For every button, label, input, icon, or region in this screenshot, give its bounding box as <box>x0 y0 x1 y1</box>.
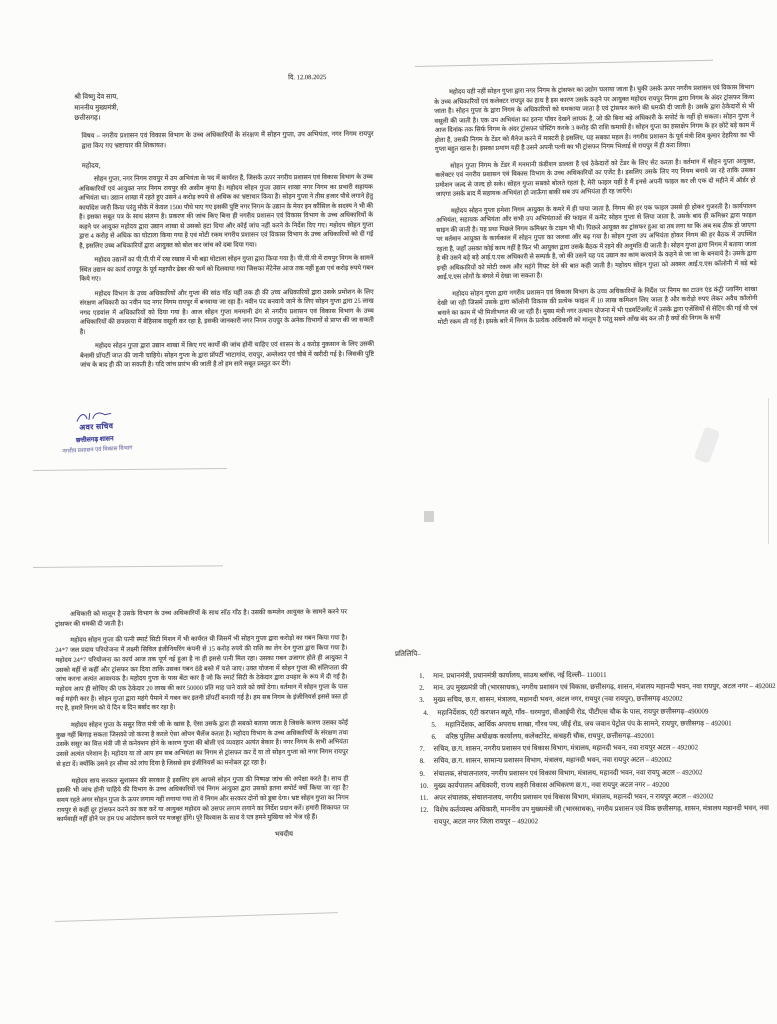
scan-page-4 <box>392 648 777 830</box>
body-paragraph: महोदय सोहन गुप्ता द्वारा नगरीय प्रशासन एवं विकास विभाग के उच्च अधिकारियों के निर्देश पर निगम का टाउन एंड कंट्री प्लानिंग शाखा देखी जा रही जिसमें उसके द्वारा कॉलोनी विकास की प्रत्येक फाइल में 10 लाख कमिशन लिए जाता है और करोड़ो रुपए लेकर अवैध कॉलोनी बनाने का काम में भी मिलीभगत की जा रही है। मुख्य मंत्री नगर उत्थान योजना में भी एडवर्टिजमेंट में उसके द्वारा एजेंसियों से सेटिंग की गई थी एवं मोटी रकम ली गई है। इसके बारे में निगम के प्रत्येक अधिकारी को मालूम है परंतु सबने आँख बंद कर ली है क्यों की निगम के सभी <box>437 285 758 326</box>
body-paragraph: महोदय उद्यानों का पी.पी.पी में रख रखाव में भी बड़ा घोटाला सोहन गुप्ता द्वारा किया गया है। पी.पी.पी में रायपुर निगम के सामने स्थित उद्यान का कार्य रायपुर के पूर्व महापौर ढेबर की फर्म को दिलवाया गया जिसका मेंटेनेंस आज तक नहीं हुआ एवं करोड़ रुपये गबन किये गए। <box>79 254 374 283</box>
copy-list-heading: प्रतिलिपि– <box>394 649 421 658</box>
page1-body <box>79 173 374 376</box>
undersecretary-stamp <box>61 404 223 455</box>
scan-page-1 <box>48 58 377 480</box>
page3-body <box>55 607 349 825</box>
body-paragraph: महोदय विभाग के उच्च अधिकारियों और गुप्ता की सांठ गाँठ यहीं तक ही की उच्च अधिकारियों द्वारा उसके प्रमोशन के लिए संरक्षण अधिकारी का नवीन पद नगर निगम रायपुर में बनवाया जा रहा है। नवीन पद बनवाये जाने के लिए सोहन गुप्ता द्वारा 25 लाख नगद एडवांस में अधिकारियों को दिया गया है। आज सोहन गुप्ता मनमानी ढंग से नगरीय प्रशासन एवं विकास विभाग के उच्च अधिकारियों की छत्रछाया में बेहिसाब वसूली कर रहा है, इसकी जानकारी नगर निगम रायपुर के अनेक विभागों से प्राप्त की जा सकती है। <box>79 288 374 336</box>
scan-artifact-square <box>424 511 434 522</box>
copy-item-number: 6. <box>431 733 437 741</box>
page3-top-edge-line <box>33 565 223 568</box>
scan-page-3 <box>55 607 349 841</box>
stamp-title: अवर सचिव <box>79 421 114 433</box>
copy-item-text: महानिर्देशक, आर्थिक अपराध शाखा, गौरव पथ, जीई रोड, जय जवान पेट्रोल पंप के सामने, रायपुर, छत्तीसगढ़ – 492001 <box>445 720 732 729</box>
copy-item-number: 1. <box>419 672 425 680</box>
salutation: महोदय, <box>81 162 101 170</box>
copy-item-number: 5. <box>431 721 437 729</box>
body-paragraph: अधिकारी को मालूम है उसके विभाग के उच्च अधिकारियों के साथ सॉठ गाँठ है। उसकी कम्प्लेन आयुक्त के सामने करने पर ट्रांसफर की धमकी दी जाती है। <box>55 608 348 628</box>
copy-item-text: मुख्य सचिव, छ.ग. शासन, मंत्रालय, महानदी भवन, अटल नगर, रायपुर (नवा रायपुर), छत्तीसगढ़ 492002 <box>433 695 683 705</box>
copy-item-text: मुख्य कार्यपालन अधिकारी, राज्य शहरी विकास अभिकरण छ.ग., नवा रायपुर अटल नगर – 49200 <box>433 781 670 790</box>
body-paragraph: महोदय सोहन गुप्ता हमेशा निगम आयुक्त के कमरे में ही पाया जाता है, निगम की हर एक फाइल उससे ही होकर गुजरती है। कार्यपालन अभियंता, सहायक अभियंता और सभी उप अभियंताओं की फाइल में कमेंट सोहन गुप्ता से लिया जाता है, उसके बाद ही कमिश्नर द्वारा फाइल साइन की जाती है। यह प्रथा पिछले निगम कमिश्नर के टाइम भी थी। पिछले आयुक्त का ट्रांसफर हुआ था तब लगा था कि अब सब ठीक हो जाएगा पर वर्तमान आयुक्त के कार्यकाल में सोहन गुप्ता का जलवा और बढ़ गया है। सोहन गुप्ता उप अभियंता होकर निगम की हर बैठक में उपस्थित रहता है, जहाँ उसका कोई काम नहीं है फिर भी आयुक्त द्वारा उसके बैठक में रहने की अनुमति दी जाती है। सोहन गुप्ता द्वारा निगम में बताया जाता है की उसने बड़े बड़े आई.ए.एस अधिकारी से सम्पर्क है, जो की उसने यह पद उद्यान का काम करवाने के कहने से जा जा के बनवाये है। उसके द्वारा इन्ही अधिकारियों को मोटी रकम और महंगे गिफ्ट देने की बात कही जाती है। महोदय सोहन गुप्ता को अक्सर आई.ए.एस कॉलोनी में बड़े बड़े आई.ए.एस लोगों के बंगले में देखा जा सकता है। <box>436 202 757 281</box>
page2-top-edge-line <box>415 60 713 67</box>
closing-signoff: भवदीय <box>274 830 293 839</box>
copy-list <box>392 669 777 830</box>
addressee-line: छत्तीसगढ़। <box>74 114 101 122</box>
copy-item-number: 12. <box>419 807 429 815</box>
copy-item-number: 4. <box>423 709 429 717</box>
body-paragraph: सोहन गुप्ता, नगर निगम रायपुर में उप अभियंता के पद में कार्यरत है, जिसके ऊपर नगरीय प्रशासन एवं विकास विभाग के उच्च अधिकारियों एवं आयुक्त नगर निगम रायपुर की असीम कृपा है। महोदय सोहन गुप्ता उद्यान शाखा नगर निगम का प्रभारी सहायक अभियंता था। उद्यान शाखा में रहते हुए उसने 4 करोड़ रुपये से अधिक का भ्रष्टाचार किया है। सोहन गुप्ता ने तीस हजार पौधे लगाने हेतु कार्यादेश जारी किया परंतु मौके में केवल 1500 पौधे पाए गए इसकी पुष्टि नगर निगम के उद्यान के मेयर इन कौंसिल के सदस्य ने भी की है। इसका सबूत पत्र के साथ संलग्न है। प्रकरण की जांच किए बिना ही नगरीय प्रशासन एवं विकास विभाग के उच्च अधिकारियों के कहने पर आयुक्त महोदय द्वारा उद्यान शाखा से उसको हटा दिया और कोई जांच नहीं करने के निर्देश दिए गए। महोदय सोहन गुप्ता द्वारा 4 करोड़ से अधिक का घोटाला किया गया है एवं मोटी रकम नगरीय प्रशासन एवं विकास विभाग के उच्च अधिकारियों को दी गई है, इसलिए उच्च अधिकारियों द्वारा आयुक्त को बोल कर जांच को दबा दिया गया। <box>78 173 374 250</box>
body-paragraph: महोदय सोहन गुप्ता की पत्नी स्मार्ट सिटी मिशन में भी कार्यरत थी जिसमें भी सोहन गुप्ता द्वारा करोड़ो का गबन किया गया है। 24*7 जल प्रदाय परियोजना में लक्ष्मी सिविल इंजीनियरिंग कंपनी से 15 करोड़ रुपये की राशि का लेन देन गुप्ता द्वारा किया गया है। महोदय 24*7 परियोजना का कार्य आज तक पूर्ण नई हुआ है ना ही इससे पानी मिल रहा। उसका गबन उजागर होते ही आयुक्त ने उसको वहीं से कहीं और ट्रांसफर कर दिया ताकि उसका गबन ठंडे बस्ते में चले जाए। उक्त योजना में सोहन गुप्ता की संलिप्तता की जांच करना अत्यंत आवश्यक है। महोदय गुप्ता के पास बेंटा कार है जो कि स्मार्ट सिटी के ठेकेदार द्वारा उपहार के रूप में दी गई है। महोदय आप ही सोचिए की एक ठेकेदार 20 लाख की कार 50000 प्रति माह पाने वाले को क्यों देगा। वर्तमान में सोहन गुप्ता के पास कई महंगी कार है। सोहन गुप्ता द्वारा महंगे पैमाने में गबन कर इतनी प्रॉपर्टी बनायी गई है। हम सब निगम के इंजीनियर्स इससे त्रस्त हो गए है, हमारे निगम को ये दिन ब दिन बर्बाद कर रहा है। <box>55 634 348 713</box>
copy-item-number: 11. <box>419 794 429 802</box>
body-paragraph: महोदय सोहन गुप्ता के ससुर वित्त मंत्री जी के खास है, ऐसा उसके द्वारा ही सबको बताया जाता है जिसके कारण उसका कोई कुछ नहीं बिगाड़ सकता जिसको जो करना है करले ऐसा ओपन चैलेंज करता है। महोदय विभाग के उच्च अधिकारियों के संरक्षण तथा उसके ससुर का वित्त मंत्री जी से कनेक्शन होने के कारण गुप्ता की बोली एवं व्यवहार अत्यंत बेकार है। नगर निगम के सभी अभियंता उससे अत्यंत परेशान है। महोदय या तो आप हम सब अभियंता का निगम से ट्रांसफर कर दें या तो सोहन गुप्ता को नगर निगम रायपुर से हटा दें। क्योंकि उसने हर सीमा को लांघ दिया है जिससे हम इंजीनियर्स का मनोबल टूट रहा है। <box>56 719 349 768</box>
page2-body <box>434 83 758 327</box>
copy-item-number: 2. <box>419 685 425 693</box>
copy-item-number: 3. <box>419 697 425 705</box>
scan-artifact-smudge <box>694 426 721 463</box>
copy-item-text: अपर संचालक, संचालनालय, नगरीय प्रशासन एवं विकास विभाग, मंत्रालय, महानदी भवन, न रायपुर अटल – 492002 <box>433 793 714 802</box>
scan-page-2 <box>434 83 758 334</box>
stamp-govt: छत्तीसगढ़ शासन <box>75 435 114 445</box>
copy-item-text: मान. प्रधानमंत्री, प्रधानमंत्री कार्यालय, साउथ ब्लॉक, नई दिल्ली– 110011 <box>433 671 607 680</box>
copy-item-text: महानिर्देशक, एंटी करप्शन ब्यूरो, गाँव– धरमपुरा, वीआईपी रोड, पीटीएस चौक के पास, रायपुर छत्तीसगढ़–490009 <box>437 707 709 717</box>
body-paragraph: महोदय साय सरकार सुशासन की सरकार है इसलिए हम आपसे सोहन गुप्ता की निष्पक्ष जांच की अपेक्षा करते है। साथ ही इसकी भी जांच होनी चाहिये की विभाग के उच्च अधिकारियों एवं निगम आयुक्त द्वारा उसको इतना सपोर्ट क्यों किया जा रहा है? समय रहते अगर सोहन गुप्ता के ऊपर लगाम नहीं लगाया गया तो ये निगम और सरकार दोनों को डूबा देगा। भ्रष्ट सोहन गुप्ता का निगम रायपुर से कहीं दूर ट्रांसफर करने का कष्ट करें या आयुक्त महोदय को उसपर लगाम लगाने का निर्देश प्रदान करें। हमारी शिकायत पर कार्यवाही नहीं होने पर हम पथ आंदोलन करने पर मजबूर होंगे। पूरे विश्वास के साथ ये पत्र हमने मुखिया को भेज रहे हैं। <box>56 774 349 824</box>
copy-item-number: 9. <box>419 770 425 778</box>
stamp-department: नगरीय प्रशासन एवं विकास विभाग <box>62 445 133 455</box>
copy-item-number: 7. <box>419 746 425 754</box>
scan-artifact-right-edge <box>768 398 769 544</box>
copy-item-text: सचिव, छ.ग. शासन, सामान्य प्रशासन विभाग, मंत्रालय, महानदी भवन, नवा रायपुर अटल – 492002 <box>433 756 672 766</box>
copy-item-text: सचिव, छ.ग. शासन, नगरीय प्रशासन एवं विकास विभाग, मंत्रालय, महानदी भवन, नवा रायपुर अटल – 492002 <box>433 744 699 754</box>
copy-item-text: मान. उप मुख्यमंत्री जी (भारसाधक), नगरीय प्रशासन एवं विकास, छत्तीसगढ़, शासन, मंत्रालय महानदी भवन, नवा रायपुर, अटल नगर – 492002 <box>433 683 776 692</box>
addressee-line: माननीय मुख्यमंत्री, <box>74 104 119 112</box>
body-paragraph: महोदय यही नहीं सोहन गुप्ता द्वारा नगर निगम के ट्रांसफर का उद्योग चलाया जाता है। चुकी उसके ऊपर नगरीय प्रशासन एवं विकास विभाग के उच्च अधिकारियों एवं कलेक्टर रायपुर का हाथ है इस कारण उसके कहने पर आयुक्त महोदय रायपुर निगम द्वारा निगम के अंदर ट्रांसफर किया जाता है। सोहन गुप्ता के द्वारा निगम के अधिकारियों को धमकाया जाता है एवं ट्रांसफर करने की धमकी दी जाती है। उसके द्वारा ठेकेदारों से भी वसूली की जाती है। एक उप अभियंता का इतना पॉवर देखने लायक है, जो की बिना बड़े अधिकारी के सपोर्ट के नहीं हो सकता। सोहन गुप्ता ने आज दिनांक तक सिर्फ निगम के अंदर ट्रांसफर पोस्टिंग करके 3 करोड़ की राशि कमायी है। सोहन गुप्ता का हस्तक्षेप निगम के हर छोटे बड़े काम में होता है, उसकी निगम के टेंडर को मैनेज करने में मास्टरी है इसलिए, यह सबका महल है। नगरीय प्रशासन के पूर्व मंत्री शिव कुमार डेहरिया का भी गुप्ता बहुत खास है। इसका प्रमाण यही है उसने अपनी पत्नी का भी ट्रांसफर निगम भिलाई से रायपुर में ही करा लिया। <box>434 83 755 153</box>
body-paragraph: सोहन गुप्ता निगम के टेंडर में मनमानी कंडीशन डालता है एवं ठेकेदारों को टेंडर के लिए सेट करता है। वर्तमान में सोहन गुप्ता आयुक्त, कलेक्टर एवं नगरीय प्रशासन एवं विकास विभाग के उच्च अधिकारियों का एजेंट है। इसलिए उसके लिए नए नियम बनाये जा रहे ताकि उसका प्रमोशन जल्द से जल्द हो सके। सोहन गुप्ता सबको बोलते रहता है, मेरी फाइल यहीं है मैं इनसे अपनी फाइल कर ली एक दो महीने में ऑर्डर हो जाएगा उसके बाद मैं सहायक अभियंता हो जाऊँगा बाकी सब उप अभियंता ही रह जाएँगे। <box>435 157 756 198</box>
copy-item-text: संचालक, संचालनालय, नगरीय प्रशासन एवं विकास विभाग, मंत्रालय, महानदी भवन, नवा रायपु अटल – 492002 <box>433 769 703 778</box>
copy-item-number: 8. <box>419 758 425 766</box>
copy-item-text: विशेष कर्तव्यस्थ अधिकारी, माननीय उप मुख्यमंत्री जी (भारसाधक), नगरीय प्रशासन एवं विक छत्तीसगढ़, शासन, मंत्रालय महानदी भवन, नवा रायपुर, अटल नगर जिला रायपुर – 492002 <box>433 805 769 827</box>
copy-list-item <box>420 803 777 829</box>
copy-item-number: 10. <box>419 782 429 790</box>
addressee-line: श्री विष्णु देव साय, <box>74 93 118 101</box>
copy-item-text: वरिष्ठ पुलिस अधीक्षक कार्यालय, कलेक्टोरेट, कचहरी चौक, रायपुर, छत्तीसगढ़–492001 <box>445 732 655 741</box>
addressee-block <box>74 93 118 125</box>
subject-line: विषय – नगरीय प्रशासन एवं विकास विभाग के उच्च अधिकारियों के संरक्षण में सोहन गुप्ता, उप अभियंता, नगर निगम रायपुर द्वारा किए गए भ्रष्टाचार की शिकायत। <box>81 130 374 150</box>
letter-date: दि. 12.08.2025 <box>288 74 327 82</box>
body-paragraph: महोदय सोहन गुप्ता द्वारा उद्यान शाखा में किए गए कार्यों की जांच होनी चाहिए एवं शासन के 4 करोड़ नुकसान के लिए उसकी बेनामी प्रॉपर्टी जप्त की जानी चाहिये। सोहन गुप्ता के द्वारा प्रॉपर्टी भाटागांव, रायपुर, अम्लेश्वर एवं चौबे में खरीदी गई है। जिसकी पुष्टि जांच के बाद ही की जा सकती है। यदि जांच प्रारंभ की जाती है तो हम सारे सबूत प्रस्तुत कर देंगे। <box>80 340 375 369</box>
page3-bottom-edge-line <box>55 912 338 922</box>
